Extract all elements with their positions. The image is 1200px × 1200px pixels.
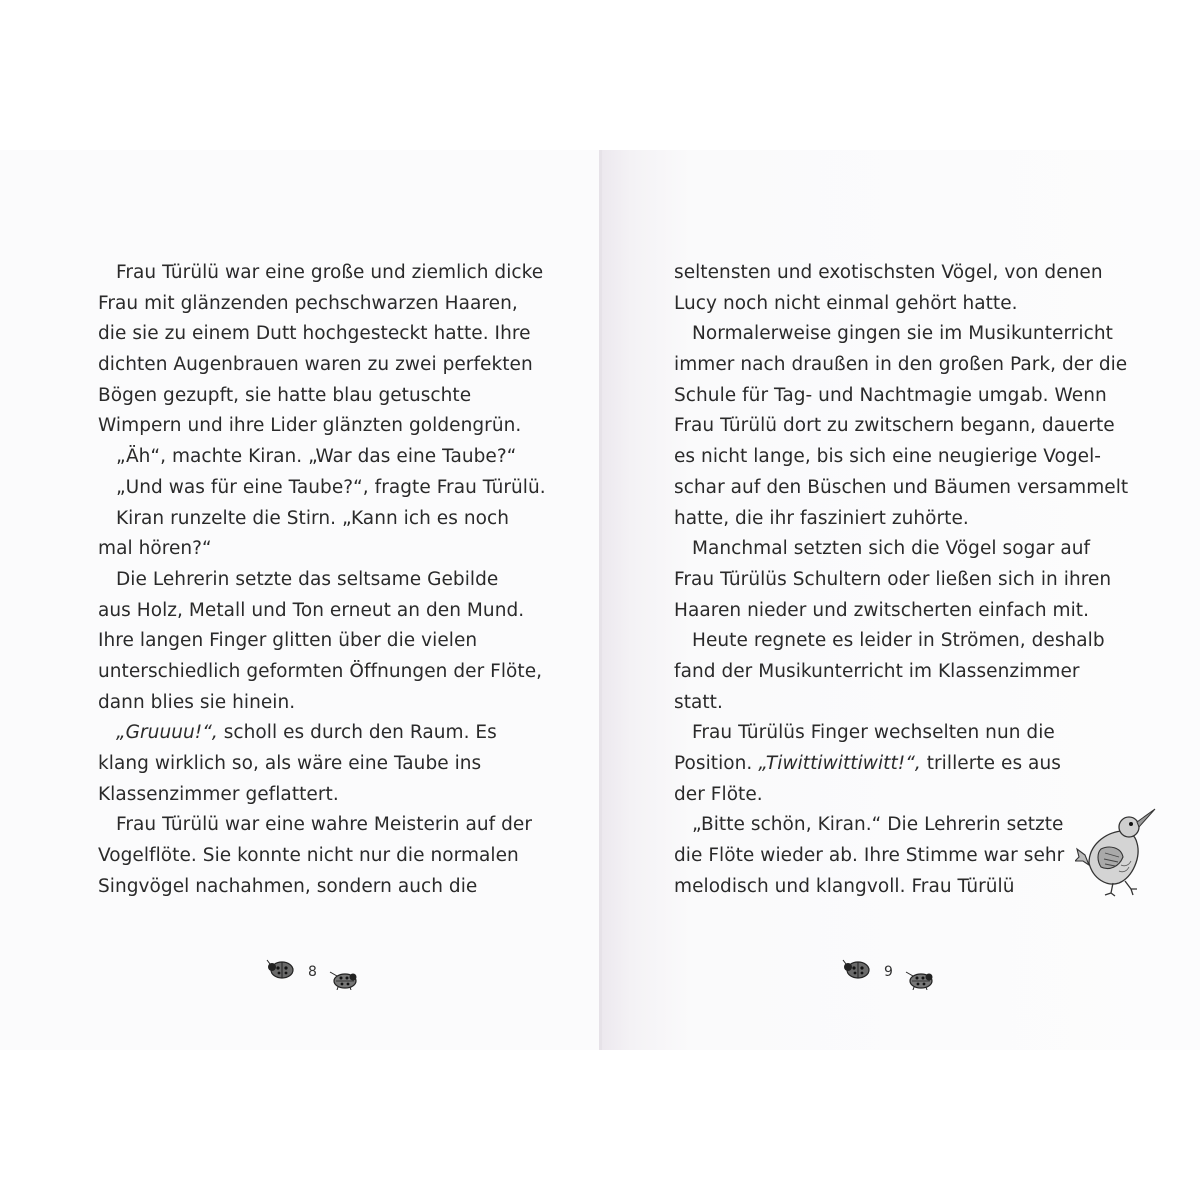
text-line: dann blies sie hinein.	[98, 691, 296, 713]
text-line: schar auf den Büschen und Bäumen versammelt	[674, 476, 1129, 498]
text-line: Frau mit glänzenden pechschwarzen Haaren,	[98, 292, 518, 314]
text-line: aus Holz, Metall und Ton erneut an den Mund.	[98, 599, 525, 621]
text-line: Manchmal setzten sich die Vögel sogar auf	[692, 538, 1091, 560]
text-line: Lucy noch nicht einmal gehört hatte.	[674, 292, 1018, 314]
text-line: Kiran runzelte die Stirn. „Kann ich es noch	[116, 507, 509, 529]
right-page-footer	[842, 958, 942, 998]
text-line: Frau Türülüs Finger wechselten nun die	[692, 722, 1055, 744]
text-line: Ihre langen Finger glitten über die vielen	[98, 630, 478, 652]
text-line: unterschiedlich geformten Öffnungen der Flöte,	[98, 660, 543, 682]
right-page-text	[674, 258, 1128, 902]
text-line: es nicht lange, bis sich eine neugierige Vogel-	[674, 446, 1102, 468]
text-line: die Flöte wieder ab. Ihre Stimme war sehr	[674, 845, 1065, 867]
left-page	[0, 150, 600, 1050]
wren-bird-icon	[1075, 805, 1159, 897]
book-gutter	[599, 150, 602, 1050]
text-line: „Und was für eine Taube?“, fragte Frau Türülü.	[116, 476, 546, 498]
text-line: mal hören?“	[98, 538, 212, 560]
text-line: Wimpern und ihre Lider glänzten goldengrün.	[98, 415, 522, 437]
text-line: Heute regnete es leider in Strömen, deshalb	[692, 630, 1105, 652]
text-line: Die Lehrerin setzte das seltsame Gebilde	[116, 568, 499, 590]
ladybug-icon	[328, 966, 360, 990]
italic-sound: „Gruuuu!“,	[116, 722, 218, 744]
text-fragment: scholl es durch den Raum. Es	[217, 722, 497, 744]
text-line: Haaren nieder und zwitscherten einfach mit.	[674, 599, 1090, 621]
text-line: „Äh“, machte Kiran. „War das eine Taube?“	[116, 446, 517, 468]
italic-sound: „Tiwittiwittiwitt!“,	[758, 753, 921, 774]
text-line: seltensten und exotischsten Vögel, von denen	[674, 262, 1103, 283]
text-line	[674, 749, 1128, 780]
text-line: der Flöte.	[674, 783, 763, 805]
text-line: fand der Musikunterricht im Klassenzimmer	[674, 660, 1080, 682]
text-line: hatte, die ihr fasziniert zuhörte.	[674, 507, 969, 529]
left-page-text	[98, 258, 546, 902]
text-line: Frau Türülüs Schultern oder ließen sich in ihren	[674, 568, 1112, 590]
text-line: Frau Türülü dort zu zwitschern begann, dauerte	[674, 415, 1115, 437]
text-line: Vogelflöte. Sie konnte nicht nur die normalen	[98, 845, 519, 867]
ladybug-icon	[266, 958, 296, 980]
text-line: klang wirklich so, als wäre eine Taube ins	[98, 753, 482, 774]
text-line: dichten Augenbrauen waren zu zwei perfekten	[98, 354, 533, 376]
text-fragment: trillerte es aus	[920, 753, 1061, 774]
right-page	[601, 150, 1200, 1050]
text-line: Singvögel nachahmen, sondern auch die	[98, 875, 478, 897]
text-line: Klassenzimmer geflattert.	[98, 783, 339, 805]
text-line: die sie zu einem Dutt hochgesteckt hatte. Ihre	[98, 323, 531, 345]
ladybug-icon	[904, 966, 936, 990]
text-line	[98, 718, 546, 749]
page-number: 8	[308, 964, 317, 980]
text-line: „Bitte schön, Kiran.“ Die Lehrerin setzte	[692, 814, 1064, 836]
page-number: 9	[884, 964, 893, 980]
text-line: melodisch und klangvoll. Frau Türülü	[674, 875, 1015, 897]
text-fragment: Position.	[674, 753, 759, 774]
ladybug-icon	[842, 958, 872, 980]
text-line: immer nach draußen in den großen Park, der die	[674, 354, 1128, 376]
text-line: Schule für Tag- und Nachtmagie umgab. Wenn	[674, 384, 1107, 406]
text-line: Frau Türülü war eine große und ziemlich dicke	[116, 262, 544, 283]
text-line: Bögen gezupft, sie hatte blau getuschte	[98, 384, 472, 406]
text-line: Frau Türülü war eine wahre Meisterin auf der	[116, 814, 533, 836]
text-line: statt.	[674, 691, 723, 713]
text-line: Normalerweise gingen sie im Musikunterricht	[692, 323, 1113, 345]
left-page-footer	[266, 958, 366, 998]
